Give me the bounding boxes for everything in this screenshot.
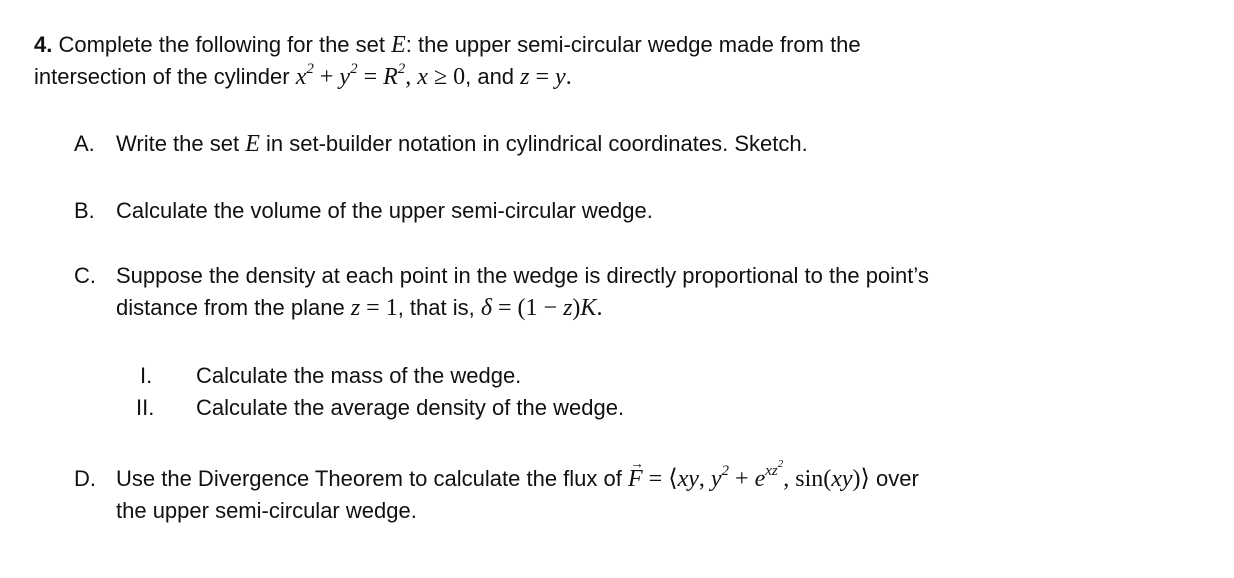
part-c-line1-text: Suppose the density at each point in the wedge is directly proportional to the point’s bbox=[116, 263, 929, 288]
problem-statement-line-1 bbox=[34, 30, 861, 60]
part-a-text-post: in set-builder notation in cylindrical coordinates. Sketch. bbox=[259, 131, 808, 156]
part-c-sub-ii-text-wrap bbox=[196, 393, 624, 423]
part-c-line-2 bbox=[116, 293, 602, 323]
problem-intro-pre: Complete the following for the set bbox=[58, 32, 392, 57]
cylinder-equation: $x^2 + y^2 = R^2$, x ≥ 0 bbox=[295, 61, 466, 90]
sub-i-numeral: I. bbox=[140, 363, 153, 388]
vector-field-formula: → F = ⟨xy, $y^2 + e^{xz^2}$, sin(xy)⟩ bbox=[628, 466, 870, 492]
density-formula: δ = (1 − z)K. bbox=[480, 295, 603, 321]
problem-statement-line-2 bbox=[34, 62, 572, 92]
part-d-line2-text: the upper semi-circular wedge. bbox=[116, 498, 417, 523]
part-c-line2-pre: distance from the plane bbox=[116, 295, 351, 320]
part-c-letter: C. bbox=[74, 263, 96, 288]
part-d-line1-pre: Use the Divergence Theorem to calculate the flux of bbox=[116, 466, 628, 491]
part-a-set-symbol: E bbox=[245, 131, 260, 157]
part-a-letter: A. bbox=[74, 131, 95, 156]
plane-equation: z = y. bbox=[520, 64, 572, 90]
part-c-sub-ii bbox=[136, 393, 154, 423]
problem-line2-pre: intersection of the cylinder bbox=[34, 64, 296, 89]
problem-intro-post: : the upper semi-circular wedge made from the bbox=[405, 32, 861, 57]
part-d-line1-post: over bbox=[869, 466, 919, 491]
part-c-sub-i bbox=[140, 361, 152, 391]
part-b bbox=[74, 196, 653, 226]
part-c-line2-mid: , that is, bbox=[397, 295, 481, 320]
part-c-sub-i-text-wrap bbox=[196, 361, 521, 391]
set-symbol-e: E bbox=[391, 32, 406, 58]
part-c-line-1 bbox=[74, 261, 929, 291]
plane-z-equals-1: z = 1 bbox=[350, 295, 398, 321]
part-b-text: Calculate the volume of the upper semi-circular wedge. bbox=[116, 198, 653, 223]
part-b-letter: B. bbox=[74, 198, 95, 223]
sub-ii-numeral: II. bbox=[136, 395, 155, 420]
sub-ii-text: Calculate the average density of the wedge. bbox=[196, 395, 625, 420]
problem-number: 4. bbox=[34, 32, 53, 57]
problem-line2-and: , and bbox=[465, 64, 521, 89]
part-a bbox=[74, 129, 808, 159]
part-d-line-2 bbox=[116, 496, 417, 526]
part-d-line-1 bbox=[74, 458, 919, 494]
part-d-letter: D. bbox=[74, 466, 96, 491]
part-a-text-pre: Write the set bbox=[116, 131, 246, 156]
sub-i-text: Calculate the mass of the wedge. bbox=[196, 363, 522, 388]
